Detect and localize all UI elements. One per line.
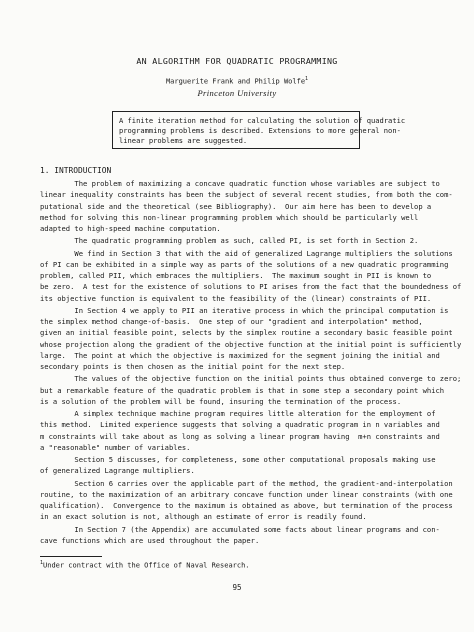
footnote-mark: 1 <box>40 560 44 566</box>
paper-title: AN ALGORITHM FOR QUADRATIC PROGRAMMING <box>136 56 338 66</box>
footnote-text: Under contract with the Office of Naval Research. <box>43 561 250 570</box>
body-line: In Section 7 (the Appendix) are accumulated some facts about linear programs and con- <box>40 524 440 534</box>
body-line: be zero. A test for the existence of solutions to PI arises from the fact that the boundedness of <box>40 282 462 292</box>
body-line: of PI can be exhibited in a simple way as parts of the solutions of a new quadratic programming <box>40 259 449 269</box>
body-line: this method. Limited experience suggests that solving a quadratic program in n variables and <box>40 420 440 430</box>
body-line: in an exact solution is not, although an estimate of error is readily found. <box>40 512 367 522</box>
body-line: of generalized Lagrange multipliers. <box>40 466 195 476</box>
body-line: The problem of maximizing a concave quadratic function whose variables are subject to <box>40 179 440 188</box>
body-line: routine, to the maximization of an arbitrary concave function under linear constraints (with one <box>40 489 453 499</box>
body-line: cave functions which are used throughout the paper. <box>40 535 260 545</box>
abstract-line: linear problems are suggested. <box>119 136 248 145</box>
body-line: A simplex technique machine program requires little alteration for the employment of <box>40 409 436 418</box>
body-line: putational side and the theoretical (see Bibliography). Our aim here has been to develop a <box>40 201 432 211</box>
body-text <box>40 178 462 546</box>
body-line: Section 6 carries over the applicable part of the method, the gradient-and-interpolation <box>40 478 453 488</box>
body-line: The quadratic programming problem as such, called PI, is set forth in Section 2. <box>40 236 419 246</box>
authors-line <box>0 76 474 85</box>
body-line: method for solving this non-linear programming problem which should be particularly well <box>40 212 419 222</box>
body-line: problem, called PII, which embraces the multipliers. The maximum sought in PII is known to <box>40 271 432 280</box>
body-line: is a solution of the problem will be found, insuring the termination of the process. <box>40 396 402 406</box>
body-line: the simplex method change-of-basis. One step of our "gradient and interpolation" method, <box>40 317 423 326</box>
body-line: a "reasonable" number of variables. <box>40 442 191 452</box>
body-line: In Section 4 we apply to PII an iterative process in which the principal computation is <box>40 305 449 315</box>
affiliation: Princeton University <box>197 88 277 98</box>
body-line: m constraints will take about as long as solving a linear program having m+n constraints and <box>40 431 440 441</box>
body-line: its objective function is equivalent to the feasibility of the (linear) constraints of PII. <box>40 293 432 303</box>
authors: Marguerite Frank and Philip Wolfe <box>165 77 306 86</box>
body-line: whose projection along the gradient of the objective function at the initial point is sufficiently <box>40 339 462 349</box>
abstract-line: A finite iteration method for calculating the solution of quadratic <box>119 116 406 125</box>
body-line: adapted to high-speed machine computation. <box>40 224 221 233</box>
page-number: 95 <box>232 583 242 592</box>
body-line: large. The point at which the objective is maximized for the segment joining the initial and <box>40 350 440 360</box>
footnote-rule <box>40 556 102 557</box>
authors-footnote-mark: 1 <box>305 76 309 82</box>
abstract-box <box>112 111 406 149</box>
body-line: qualification). Convergence to the maximum is obtained as above, but termination of the process <box>40 501 453 510</box>
body-line: secondary points is then chosen as the initial point for the next step. <box>40 362 346 371</box>
footnote <box>40 560 250 569</box>
body-line: but a remarkable feature of the quadratic problem is that in some step a secondary point which <box>40 385 445 395</box>
abstract-line: programming problems is described. Extensions to more general non- <box>119 126 401 135</box>
body-line: given an initial feasible point, selects by the simplex routine a secondary basic feasible point <box>40 328 453 338</box>
body-line: We find in Section 3 that with the aid of generalized Lagrange multipliers the solutions <box>40 248 453 258</box>
body-line: linear inequality constraints has been the subject of several recent studies, from both the com- <box>40 190 453 200</box>
body-line: The values of the objective function on the initial points thus obtained converge to zero; <box>40 374 462 384</box>
section-heading: 1. INTRODUCTION <box>40 166 112 175</box>
body-line: Section 5 discusses, for completeness, some other computational proposals making use <box>40 455 436 464</box>
